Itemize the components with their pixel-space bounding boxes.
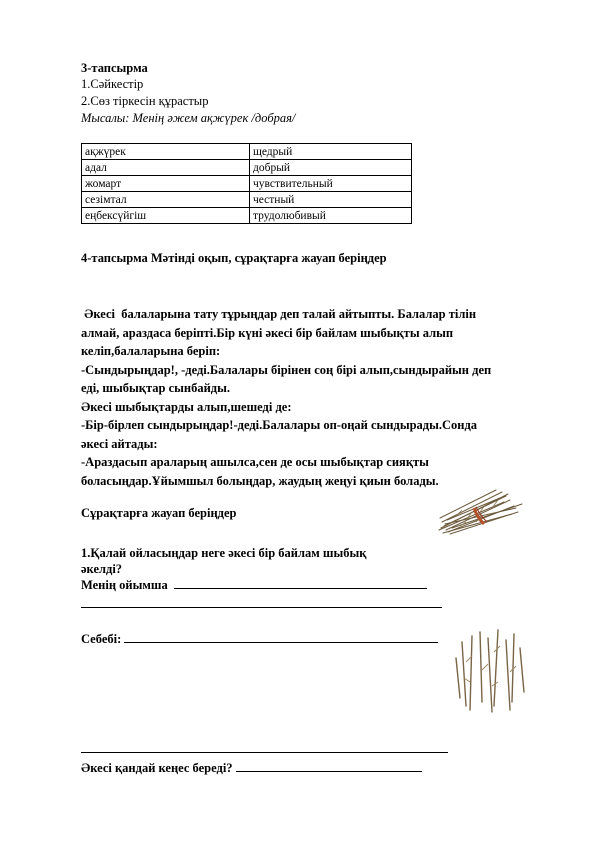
reason-prompt: [81, 631, 438, 647]
table-row: [82, 208, 412, 224]
table-cell-russian: трудолюбивый: [250, 208, 412, 224]
question-2-label: Әкесі қандай кеңес береді?: [81, 761, 233, 775]
table-row: [82, 176, 412, 192]
task3-item1: 1.Сәйкестір: [81, 77, 144, 91]
questions-title: Сұрақтарға жауап беріңдер: [81, 506, 237, 520]
table-row: [82, 192, 412, 208]
reason-answer-line[interactable]: [124, 631, 438, 643]
table-cell-russian: чувствительный: [250, 176, 412, 192]
story-line: алмай, араздаса беріпті.Бір күні әкесі бір байлам шыбықты алып: [81, 325, 454, 340]
story-line: -Араздасып араларың ашылса,сен де осы шыбықтар сияқты: [81, 455, 429, 469]
loose-twigs-icon: [448, 622, 534, 714]
opinion-answer-line[interactable]: [174, 577, 427, 589]
task4-title: 4-тапсырма Мәтінді оқып, сұрақтарға жауап беріңдер: [81, 251, 387, 265]
story-line: Әкесі балаларына тату тұрыңдар деп талай айтыпты. Балалар тілін: [81, 307, 477, 321]
story-line: еді, шыбықтар сынбайды.: [81, 381, 230, 395]
story-line: -Сындырыңдар!, -деді.Балалары бірінен соң бірі алып,сындырайын деп: [81, 362, 492, 377]
story-text: [81, 305, 551, 490]
task3-example: Мысалы: Менің әжем ақжүрек /добрая/: [81, 111, 296, 125]
table-cell-russian: добрый: [250, 160, 412, 176]
task3-item2: 2.Сөз тіркесін құрастыр: [81, 94, 209, 108]
table-cell-kazakh: еңбексүйгіш: [82, 208, 250, 224]
question-1-line2: әкелді?: [81, 562, 123, 576]
table-cell-kazakh: адал: [82, 160, 250, 176]
table-cell-kazakh: жомарт: [82, 176, 250, 192]
table-cell-russian: щедрый: [250, 144, 412, 160]
story-line: -Бір-бірлеп сындырыңдар!-деді.Балалары оп-оңай сындырады.Сонда: [81, 418, 478, 432]
story-line: Әкесі шыбықтарды алып,шешеді де:: [81, 399, 292, 414]
opinion-label: Менің ойымша: [81, 578, 168, 592]
table-cell-russian: честный: [250, 192, 412, 208]
opinion-prompt: [81, 577, 427, 593]
answer-line[interactable]: [81, 607, 442, 608]
table-row: [82, 160, 412, 176]
question-2-prompt: [81, 760, 422, 776]
table-cell-kazakh: ақжүрек: [82, 144, 250, 160]
answer-line[interactable]: [81, 752, 448, 753]
twig-bundle-icon: [436, 486, 528, 536]
table-row: [82, 144, 412, 160]
task3-title: 3-тапсырма: [81, 61, 148, 75]
reason-label: Себебі:: [81, 632, 122, 646]
matching-table: [81, 143, 412, 224]
story-line: әкесі айтады:: [81, 436, 158, 451]
story-line: боласыңдар.Ұйымшыл болыңдар, жаудың жеңуі қиын болады.: [81, 473, 439, 488]
table-cell-kazakh: сезімтал: [82, 192, 250, 208]
question-2-answer-line[interactable]: [236, 760, 422, 772]
question-1-line1: 1.Қалай ойласыңдар неге әкесі бір байлам шыбық: [81, 546, 367, 560]
story-line: келіп,балаларына беріп:: [81, 344, 221, 358]
